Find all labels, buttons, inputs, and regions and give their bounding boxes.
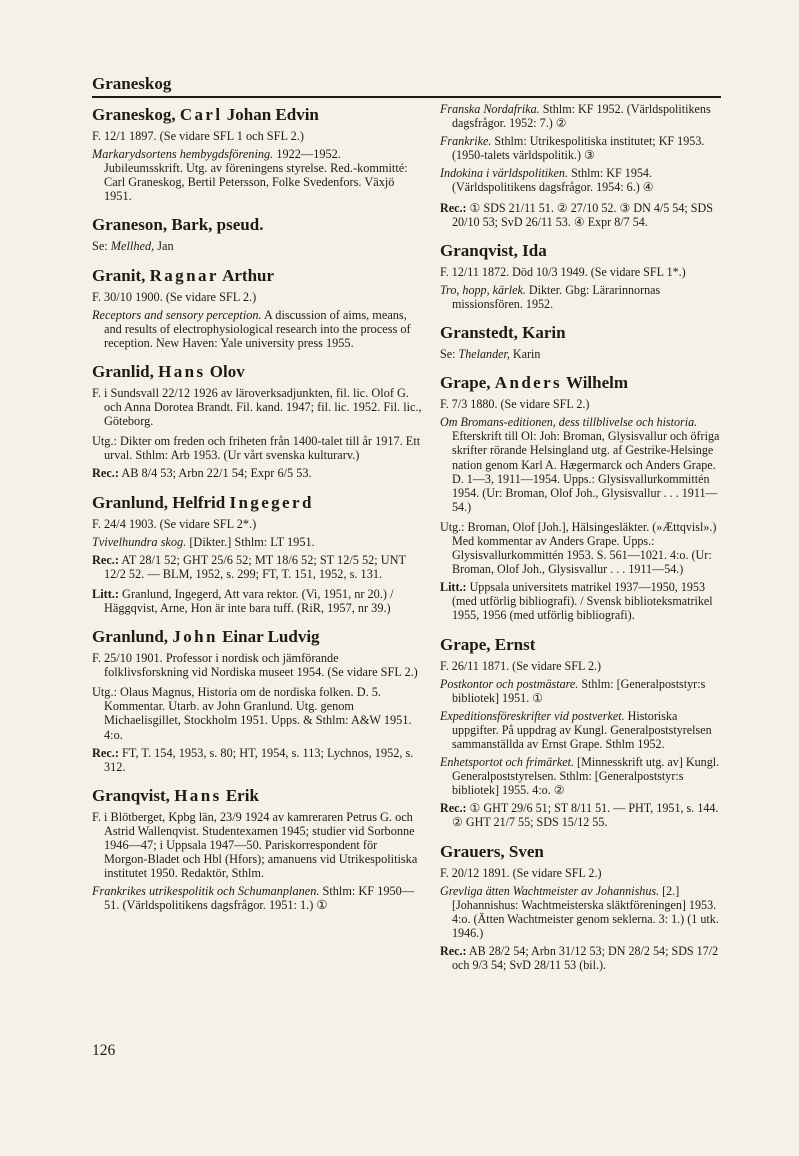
entry-paragraph [440,201,722,229]
body-text: Dikter. Gbg: Lärarinnornas missionsfören. 1952. [452,282,661,311]
entry-heading [92,785,422,806]
entry-paragraph [440,102,722,130]
entry-paragraph [92,147,422,203]
heading-text: Grape, [440,373,495,393]
entry-paragraph [92,290,422,304]
section-label: Rec.: [440,200,467,215]
entry-paragraph [440,265,722,279]
body-text: Sthlm: [Generalpoststyr:s bibliotek] 1951. ① [452,676,706,705]
title-text: Mellhed, [110,239,155,254]
left-column [92,102,422,923]
entry-paragraph [92,535,422,549]
section-label: Rec.: [92,466,119,481]
heading-text: Granlund, Helfrid [92,492,230,512]
entry-heading [92,361,422,382]
entry-paragraph [92,239,422,253]
body-text: F. i Blötberget, Kpbg län, 23/9 1924 av kamreraren Petrus G. och Astrid Wallenqvist. Studentexamen 1945; studier vid Sorbonne 1946—47; i Uppsala 1947—50. Pariskorrespondent för Morgon-Bladet och Hbl (Hfors); amanuens vid Utrikespolitiska institutet 1950. Redaktör, Sthlm. [92,809,418,881]
body-text: [2.] [Johannishus: Wachtmeisterska släktföreningen] 1953. 4:o. (Ätten Wachtmeister genom seklerna. 3: 1.) (1 utk. 1946.) [452,883,719,940]
section-label: Rec.: [92,552,119,567]
body-text: 1922—1952. Jubileumsskrift. Utg. av föreningens styrelse. Red.-kommitté: Carl Graneskog, Bertil Petersson, Folke Svedenfors. Växjö 1951. [104,147,408,204]
entry-paragraph [92,129,422,143]
title-text: Expeditionsföreskrifter vid postverket. [440,708,625,723]
bibliography-entry [92,265,422,350]
heading-text: Graneskog, [92,105,180,124]
section-label: Litt.: [92,586,119,601]
body-text: Se: [440,347,459,362]
entry-paragraph [440,659,722,673]
entry-paragraph [440,866,722,880]
heading-spaced-name: Hans [174,785,222,805]
bibliography-entry [440,372,722,622]
heading-spaced-name: Ingegerd [229,492,314,512]
bibliography-entry [92,626,422,774]
entry-paragraph [440,944,722,972]
body-text: F. 12/11 1872. Död 10/3 1949. (Se vidare SFL 1*.) [440,264,686,279]
heading-text: Erik [221,785,259,805]
heading-text: Arthur [218,265,275,285]
entry-paragraph [440,134,722,162]
entry-paragraph [440,884,722,940]
title-text: Markarydsortens hembygdsförening. [92,147,274,162]
heading-text: Olov [205,361,245,381]
bibliography-entry [92,492,422,616]
entry-paragraph [92,810,422,880]
bibliography-entry [440,634,722,830]
entry-paragraph [92,884,422,912]
body-text: F. 25/10 1901. Professor i nordisk och jämförande folklivsforskning vid Nordiska museet 1954. (Se vidare SFL 2.) [92,651,418,680]
entry-paragraph [92,685,422,741]
entry-heading [92,214,422,235]
body-text: Sthlm: KF 1950—51. (Världspolitikens dagsfrågor. 1951: 1.) ① [104,884,415,913]
entry-heading [440,634,722,655]
heading-text: Johan Edvin [222,105,319,124]
entry-paragraph [440,580,722,622]
right-column [440,102,722,983]
bibliography-entry [440,102,722,229]
body-text: Sthlm: KF 1954. (Världspolitikens dagsfrågor. 1954: 6.) ④ [452,166,654,195]
title-text: Frankrikes utrikespolitik och Schumanplanen. [92,884,320,899]
title-text: Enhetsportot och frimärket. [440,755,575,770]
entry-paragraph [440,415,722,514]
entry-paragraph [440,709,722,751]
heading-text: Granqvist, Ida [440,240,547,260]
body-text: F. 12/1 1897. (Se vidare SFL 1 och SFL 2.) [92,129,304,143]
entry-paragraph [440,520,722,576]
body-text: AT 28/1 52; GHT 25/6 52; MT 18/6 52; ST 12/5 52; UNT 12/2 52. — BLM, 1952, s. 299; FT, T. 151, 1952, s. 131. [104,552,406,581]
body-text: AB 8/4 53; Arbn 22/1 54; Expr 6/5 53. [118,466,312,481]
body-text: F. 7/3 1880. (Se vidare SFL 2.) [440,397,590,412]
body-text: Uppsala universitets matrikel 1937—1950, 1953 (med utförlig bibliografi). / Svensk biblioteksmatrikel 1955, 1956 (med utförlig bibliografi). [452,580,713,623]
entry-paragraph [440,397,722,411]
body-text: F. 24/4 1903. (Se vidare SFL 2*.) [92,516,257,531]
title-text: Franska Nordafrika. [440,102,540,116]
entry-heading [92,492,422,513]
entry-paragraph [92,386,422,428]
bibliography-entry [440,240,722,311]
entry-heading [440,322,722,343]
section-label: Rec.: [440,944,467,959]
title-text: Grevliga ätten Wachtmeister av Johannishus. [440,883,660,898]
bibliography-entry [92,361,422,481]
body-text: Sthlm: KF 1952. (Världspolitikens dagsfrågor. 1952: 7.) ② [452,102,711,131]
heading-spaced-name: Anders [494,373,563,393]
entry-heading [440,240,722,261]
entry-paragraph [92,746,422,774]
entry-heading [92,265,422,286]
page-number: 126 [92,1042,116,1059]
entry-paragraph [92,434,422,462]
body-text: Utg.: Olaus Magnus, Historia om de nordiska folken. D. 5. Kommentar. Utarb. av John Granlund. Utg. genom Michaelisgillet, Stockholm 1951. Upps. & Sthlm: A&W 1951. 4:o. [92,685,412,742]
body-text: Utg.: Broman, Olof [Joh.], Hälsingesläkter. (»Ættqvisl».) Med kommentar av Anders Grape. Upps.: Glysisvallurkommittén 1953. S. 561—1021. 4:o. (Ur: Broman, Olof Joh., Glysisvallur . . . 1911—54.) [440,519,717,577]
body-text: Efterskrift till Ol: Joh: Broman, Glysisvallur och öfriga skrifter rörande Helsingland utg. af Gestrike-Helsinge nation genom Karl A. Hægermarck och Anders Grape. D. 1—3, 1911—1954. Upps.: Glysisvallurkommittén 1954. (Ur: Broman, Olof Joh., Glysisvallur . . . 1911—54.) [452,429,720,514]
body-text: A discussion of aims, means, and results of electrophysiological research into the process of reception. New Haven: Yale university press 1955. [104,307,411,350]
bibliography-entry [92,785,422,913]
body-text: ① GHT 29/6 51; ST 8/11 51. — PHT, 1951, s. 144. ② GHT 21/7 55; SDS 15/12 55. [452,801,719,830]
entry-heading [92,626,422,647]
entry-paragraph [440,755,722,797]
title-text: Thelander, [458,347,510,362]
heading-text: Grape, Ernst [440,634,536,654]
bibliography-entry [92,214,422,253]
section-label: Rec.: [92,745,119,760]
title-text: Indokina i världspolitiken. [440,166,568,181]
heading-spaced-name: Ragnar [149,265,219,285]
body-text: Se: [92,239,111,254]
entry-paragraph [92,553,422,581]
entry-paragraph [440,677,722,705]
heading-text: Graneson, Bark, pseud. [92,215,264,235]
header-rule [92,96,721,98]
body-text: Granlund, Ingegerd, Att vara rektor. (Vi, 1951, nr 20.) / Häggqvist, Arne, Hon är inte bara tuff. (RiR, 1957, nr 39.) [104,586,394,615]
body-text: F. 26/11 1871. (Se vidare SFL 2.) [440,658,602,673]
entry-heading [440,372,722,393]
body-text: F. 30/10 1900. (Se vidare SFL 2.) [92,289,257,304]
entry-heading [440,841,722,862]
heading-text: Granqvist, [92,785,175,805]
heading-text: Granlund, [92,627,173,647]
body-text: [Minnesskrift utg. av] Kungl. Generalpoststyrelsen. Sthlm: [Generalpoststyr:s bibliotek] 1955. 4:o. ② [452,755,720,798]
title-text: Postkontor och postmästare. [440,676,579,691]
bibliography-entry [440,841,722,973]
entry-paragraph [92,466,422,480]
heading-text: Wilhelm [562,373,629,393]
running-head: Graneskog [92,74,172,93]
entry-paragraph [92,517,422,531]
body-text: F. i Sundsvall 22/12 1926 av läroverksadjunkten, fil. lic. Olof G. och Anna Dorotea Brandt. Fil. kand. 1947; fil. lic. 1952. Fil. lic., Göteborg. [92,385,422,429]
body-text: Historiska uppgifter. På uppdrag av Kungl. Generalpoststyrelsen sammanställda av Ernst Grape. Sthlm 1952. [452,708,712,751]
heading-spaced-name: Carl [179,105,223,124]
title-text: Tvivelhundra skog. [92,534,187,549]
body-text: F. 20/12 1891. (Se vidare SFL 2.) [440,865,602,880]
entry-paragraph [440,283,722,311]
body-text: FT, T. 154, 1953, s. 80; HT, 1954, s. 113; Lychnos, 1952, s. 312. [104,745,414,774]
entry-heading [92,104,422,125]
heading-text: Einar Ludvig [217,627,320,647]
body-text: [Dikter.] Sthlm: LT 1951. [186,534,315,549]
entry-paragraph [92,308,422,350]
entry-paragraph [440,166,722,194]
title-text: Frankrike. [440,134,492,149]
body-text: Sthlm: Utrikespolitiska institutet; KF 1953. (1950-talets världspolitik.) ③ [452,134,705,163]
section-label: Litt.: [440,580,467,595]
heading-spaced-name: Hans [158,361,206,381]
entry-paragraph [92,651,422,679]
entry-paragraph [440,801,722,829]
bibliography-entry [92,104,422,203]
title-text: Receptors and sensory perception. [92,307,262,322]
bibliography-entry [440,322,722,361]
heading-text: Granstedt, Karin [440,323,566,343]
entry-paragraph [440,347,722,361]
heading-text: Grauers, Sven [440,841,544,861]
body-text: ① SDS 21/11 51. ② 27/10 52. ③ DN 4/5 54; SDS 20/10 53; SvD 26/11 53. ④ Expr 8/7 54. [452,200,713,229]
body-text: Karin [509,347,541,362]
body-text: AB 28/2 54; Arbn 31/12 53; DN 28/2 54; SDS 17/2 och 9/3 54; SvD 28/11 53 (bil.). [452,944,719,973]
heading-text: Granit, [92,265,150,285]
title-text: Om Bromans-editionen, dess tillblivelse och historia. [440,415,698,430]
body-text: Utg.: Dikter om freden och friheten från 1400-talet till år 1917. Ett urval. Sthlm: Arb 1953. (Ur vårt svenska kulturarv.) [92,434,421,463]
heading-spaced-name: John [172,627,218,647]
title-text: Tro, hopp, kärlek. [440,282,526,297]
body-text: Jan [154,239,174,254]
heading-text: Granlid, [92,361,159,381]
entry-paragraph [92,587,422,615]
section-label: Rec.: [440,801,467,816]
